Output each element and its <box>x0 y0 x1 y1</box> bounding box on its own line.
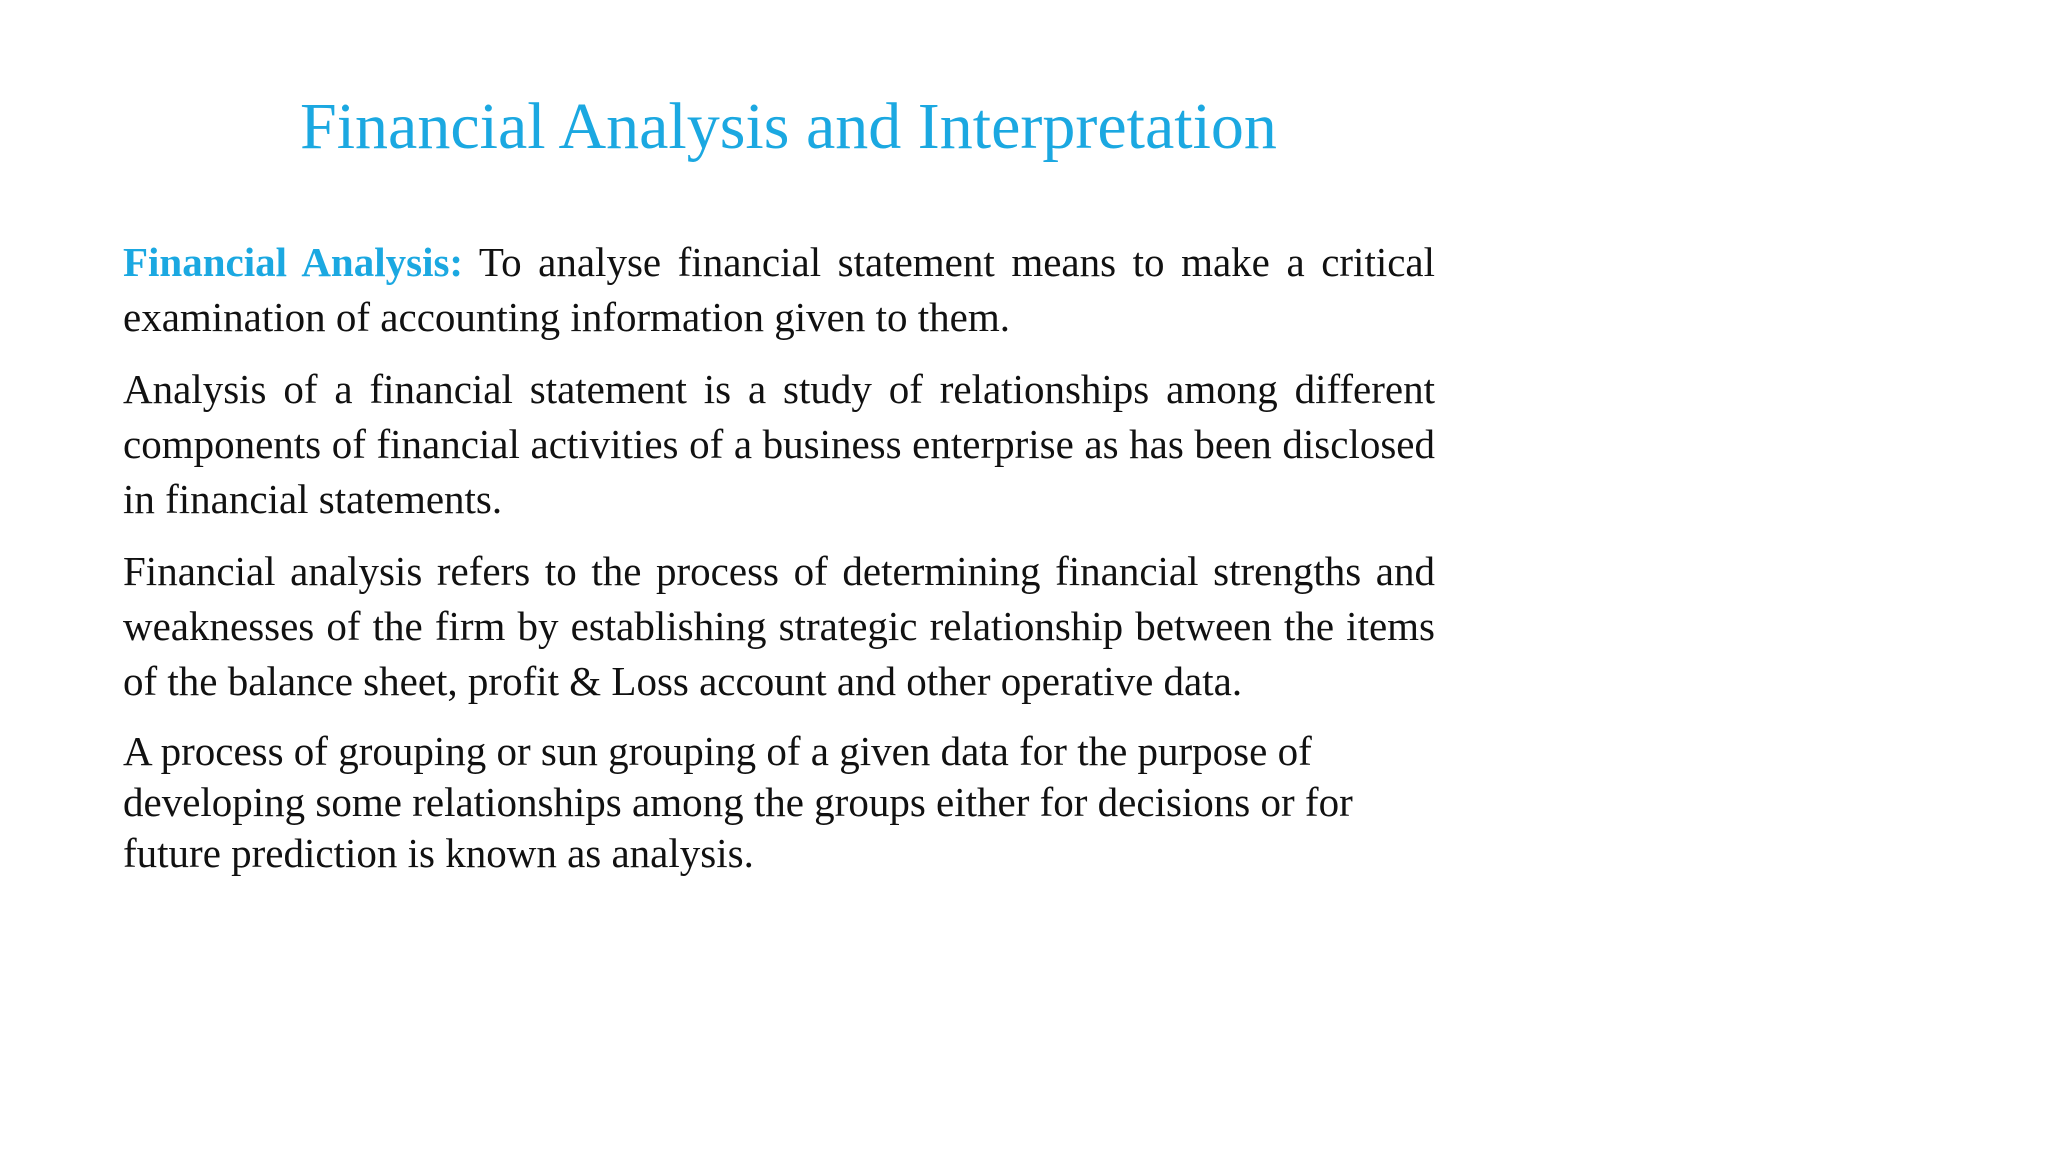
definition-term: Financial Analysis: <box>123 239 464 285</box>
paragraph-grouping: A process of grouping or sun grouping of a given data for the purpose of developing some relationships among the groups either for decisions or for future prediction is known as analysis. <box>123 728 1353 876</box>
definition-text: To analyse financial statement means to make a critical examination of accounting information given to them. <box>123 239 1436 340</box>
paragraph-relationships: Analysis of a financial statement is a study of relationships among different components of financial activities of a business enterprise as has been disclosed in financial statements. <box>123 366 1435 522</box>
slide-title: Financial Analysis and Interpretation <box>300 90 1277 163</box>
paragraph-strengths-weaknesses: Financial analysis refers to the process of determining financial strengths and weaknesses of the firm by establishing strategic relationship between the items of the balance sheet, profit & Loss account and other operative data. <box>123 548 1435 704</box>
slide-body <box>123 235 1435 879</box>
definition-paragraph <box>123 235 1435 345</box>
